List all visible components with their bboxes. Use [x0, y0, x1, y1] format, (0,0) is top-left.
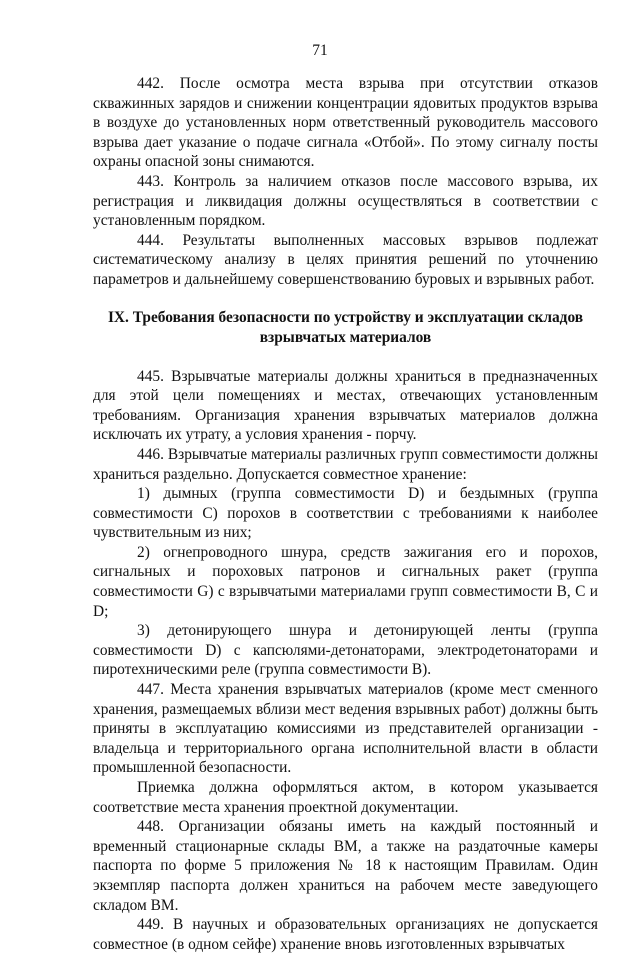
section-heading-line-2: взрывчатых материалов — [259, 328, 432, 346]
paragraph-447: 447. Места хранения взрывчатых материалов (кроме мест сменного хранения, размещаемых вблизи мест ведения взрывных работ) должны быть приняты в эксплуатацию комиссиями из представителей организации - владельца и территориального органа исполнительной власти в области промышленной безопасности. — [93, 681, 598, 777]
section-heading-line-1: IX. Требования безопасности по устройству и эксплуатации складов — [107, 308, 584, 326]
paragraph-447-acceptance: Приемка должна оформляться актом, в котором указывается соответствие места хранения проектной документации. — [93, 779, 598, 816]
paragraph-449: 449. В научных и образовательных организациях не допускается совместное (в одном сейфе) хранение вновь изготовленных взрывчатых — [93, 916, 598, 953]
paragraph-446: 446. Взрывчатые материалы различных групп совместимости должны храниться раздельно. Допускается совместное хранение: — [93, 445, 598, 483]
section-heading-ix — [93, 308, 598, 348]
paragraph-444: 444. Результаты выполненных массовых взрывов подлежат систематическому анализу в целях принятия решений по уточнению параметров и дальнейшему совершенствованию буровых и взрывных работ. — [93, 231, 598, 288]
list-item-446-1: 1) дымных (группа совместимости D) и бездымных (группа совместимости C) порохов в соответствии с требованиями к наиболее чувствительным из них; — [93, 485, 598, 542]
paragraph-443: 443. Контроль за наличием отказов после массового взрыва, их регистрация и ликвидация должны осуществляться в соответствии с установленным порядком. — [93, 172, 598, 230]
paragraph-442: 442. После осмотра места взрыва при отсутствии отказов скважинных зарядов и снижении концентрации ядовитых продуктов взрыва в воздухе до установленных норм ответственный руководитель массового взрыва дает указание о подаче сигнала «Отбой». По этому сигналу посты охраны опасной зоны снимаются. — [93, 75, 598, 171]
paragraph-445: 445. Взрывчатые материалы должны храниться в предназначенных для этой цели помещениях и местах, отвечающих установленным требованиям. Организация хранения взрывчатых материалов должна исключать их утрату, а условия хранения - порчу. — [93, 367, 598, 444]
page-number: 71 — [312, 42, 328, 59]
list-item-446-2: 2) огнепроводного шнура, средств зажигания его и порохов, сигнальных и пороховых патронов и сигнальных ракет (группа совместимости G) с взрывчатыми материалами групп совместимости B, C и D; — [93, 543, 598, 620]
paragraph-448: 448. Организации обязаны иметь на каждый постоянный и временный стационарные склады ВМ, а также на раздаточные камеры паспорта по форме 5 приложения № 18 к настоящим Правилам. Один экземпляр паспорта должен храниться на рабочем месте заведующего складом ВМ. — [93, 818, 598, 914]
document-body — [93, 74, 598, 954]
list-item-446-3: 3) детонирующего шнура и детонирующей ленты (группа совместимости D) с капсюлями-детонаторами, электродетонаторами и пиротехническими реле (группа совместимости B). — [93, 622, 598, 679]
